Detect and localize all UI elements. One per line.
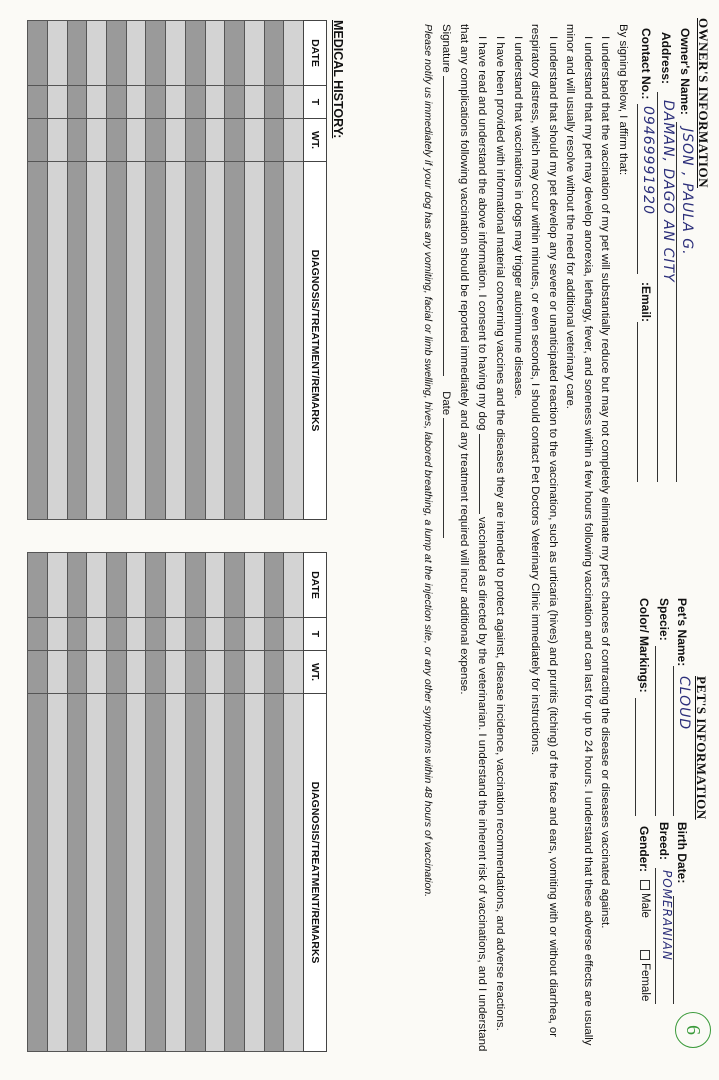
- table-row: [185, 21, 205, 520]
- diagnosis-cell[interactable]: [264, 162, 284, 520]
- diagnosis-cell[interactable]: [126, 694, 146, 1052]
- date-cell[interactable]: [284, 21, 304, 86]
- diagnosis-cell[interactable]: [166, 694, 186, 1052]
- diagnosis-cell[interactable]: [146, 162, 166, 520]
- male-checkbox[interactable]: [640, 880, 650, 890]
- temp-cell[interactable]: [225, 618, 245, 651]
- temp-cell[interactable]: [225, 86, 245, 119]
- temp-cell[interactable]: [48, 86, 68, 119]
- temp-cell[interactable]: [166, 618, 186, 651]
- birth-date-field[interactable]: [673, 896, 689, 1004]
- table-row: [126, 21, 146, 520]
- diagnosis-cell[interactable]: [225, 694, 245, 1052]
- table-row: [185, 553, 205, 1052]
- diagnosis-cell[interactable]: [87, 162, 107, 520]
- table-row: [284, 21, 304, 520]
- temp-cell[interactable]: [67, 86, 87, 119]
- temp-cell[interactable]: [87, 618, 107, 651]
- date-cell[interactable]: [28, 553, 48, 618]
- date-cell[interactable]: [67, 553, 87, 618]
- diagnosis-cell[interactable]: [87, 694, 107, 1052]
- diagnosis-cell[interactable]: [205, 162, 225, 520]
- temp-cell[interactable]: [126, 86, 146, 119]
- table-row: [166, 553, 186, 1052]
- col-weight: WT.: [304, 651, 327, 694]
- diagnosis-cell[interactable]: [48, 694, 68, 1052]
- date-cell[interactable]: [87, 553, 107, 618]
- birth-date-label: Birth Date:: [675, 822, 689, 884]
- temp-cell[interactable]: [166, 86, 186, 119]
- date-cell[interactable]: [146, 553, 166, 618]
- weight-cell[interactable]: [28, 651, 48, 694]
- weight-cell[interactable]: [146, 119, 166, 162]
- table-row: [28, 553, 48, 1052]
- weight-cell[interactable]: [284, 119, 304, 162]
- address-label: Address:: [659, 32, 673, 85]
- weight-cell[interactable]: [264, 651, 284, 694]
- weight-cell[interactable]: [225, 119, 245, 162]
- breed-label: Breed:: [657, 822, 671, 861]
- date-cell[interactable]: [264, 21, 284, 86]
- table-row: [225, 21, 245, 520]
- temp-cell[interactable]: [107, 618, 127, 651]
- medical-history-table-right: [27, 552, 327, 1052]
- weight-cell[interactable]: [67, 651, 87, 694]
- diagnosis-cell[interactable]: [28, 162, 48, 520]
- weight-cell[interactable]: [166, 119, 186, 162]
- weight-cell[interactable]: [126, 651, 146, 694]
- diagnosis-cell[interactable]: [225, 162, 245, 520]
- weight-cell[interactable]: [107, 651, 127, 694]
- date-cell[interactable]: [185, 553, 205, 618]
- table-row: [264, 553, 284, 1052]
- temp-cell[interactable]: [67, 618, 87, 651]
- date-label: Date: [440, 391, 452, 416]
- table-row: [244, 553, 264, 1052]
- date-cell[interactable]: [166, 21, 186, 86]
- col-temp: T: [304, 618, 327, 651]
- date-cell[interactable]: [87, 21, 107, 86]
- female-label: Female: [639, 963, 651, 1002]
- diagnosis-cell[interactable]: [185, 162, 205, 520]
- date-cell[interactable]: [205, 21, 225, 86]
- temp-cell[interactable]: [264, 618, 284, 651]
- diagnosis-cell[interactable]: [264, 694, 284, 1052]
- consent-text: [419, 24, 631, 1064]
- date-cell[interactable]: [146, 21, 166, 86]
- date-cell[interactable]: [107, 553, 127, 618]
- weight-cell[interactable]: [87, 119, 107, 162]
- date-cell[interactable]: [225, 21, 245, 86]
- date-cell[interactable]: [205, 553, 225, 618]
- diagnosis-cell[interactable]: [67, 162, 87, 520]
- date-cell[interactable]: [244, 553, 264, 618]
- col-weight: WT.: [304, 119, 327, 162]
- address-value: DAMAN, DAGO AN CITY: [660, 100, 676, 283]
- col-diagnosis: DIAGNOSIS/TREATMENT/REMARKS: [304, 162, 327, 520]
- weight-cell[interactable]: [28, 119, 48, 162]
- consent-paragraph-1: I understand that the vaccination of my pet will substantially reduce but may not completely eliminate my pet's chances of contracting the disease or diseases vaccinated against.: [599, 36, 612, 929]
- diagnosis-cell[interactable]: [205, 694, 225, 1052]
- weight-cell[interactable]: [205, 119, 225, 162]
- medical-history-table-left: [27, 20, 327, 520]
- diagnosis-cell[interactable]: [28, 694, 48, 1052]
- date-cell[interactable]: [107, 21, 127, 86]
- contact-label: Contact No.:: [639, 28, 653, 100]
- color-markings-field[interactable]: [635, 698, 651, 816]
- consent-intro: By signing below, I affirm that:: [617, 24, 629, 176]
- weight-cell[interactable]: [146, 651, 166, 694]
- table-row: [67, 553, 87, 1052]
- table-row: [87, 21, 107, 520]
- gender-male-option[interactable]: [639, 880, 651, 918]
- diagnosis-cell[interactable]: [126, 162, 146, 520]
- temp-cell[interactable]: [284, 618, 304, 651]
- temp-cell[interactable]: [185, 86, 205, 119]
- temp-cell[interactable]: [146, 618, 166, 651]
- temp-cell[interactable]: [244, 86, 264, 119]
- consent-paragraph-2: I understand that my pet may develop anorexia, lethargy, fever, and soreness within a few hours following vaccination and can last for up to 24 hours. I understand that these adverse effects are usually minor and will usually resolve without the need for additional veterinary care.: [564, 24, 594, 1046]
- diagnosis-cell[interactable]: [244, 162, 264, 520]
- contact-value: 09469991920: [640, 106, 656, 215]
- temp-cell[interactable]: [205, 86, 225, 119]
- temp-cell[interactable]: [244, 618, 264, 651]
- weight-cell[interactable]: [225, 651, 245, 694]
- green-circle-stamp: 6: [675, 1012, 711, 1048]
- date-cell[interactable]: [264, 553, 284, 618]
- weight-cell[interactable]: [244, 651, 264, 694]
- date-line[interactable]: [443, 418, 455, 538]
- weight-cell[interactable]: [284, 651, 304, 694]
- date-cell[interactable]: [185, 21, 205, 86]
- date-cell[interactable]: [166, 553, 186, 618]
- pet-info-heading: PET'S INFORMATION: [694, 676, 709, 820]
- temp-cell[interactable]: [126, 618, 146, 651]
- diagnosis-cell[interactable]: [185, 694, 205, 1052]
- email-field[interactable]: [637, 322, 653, 482]
- table-row: [146, 21, 166, 520]
- weight-cell[interactable]: [244, 119, 264, 162]
- weight-cell[interactable]: [205, 651, 225, 694]
- weight-cell[interactable]: [264, 119, 284, 162]
- diagnosis-cell[interactable]: [107, 162, 127, 520]
- diagnosis-cell[interactable]: [284, 694, 304, 1052]
- date-cell[interactable]: [67, 21, 87, 86]
- diagnosis-cell[interactable]: [244, 694, 264, 1052]
- diagnosis-cell[interactable]: [107, 694, 127, 1052]
- table-row: [67, 21, 87, 520]
- consent-paragraph-4: I understand that vaccinations in dogs may trigger autoimmune disease.: [512, 36, 524, 399]
- table-row: [225, 553, 245, 1052]
- table-row: [48, 553, 68, 1052]
- signature-label: Signature: [440, 24, 452, 73]
- temp-cell[interactable]: [107, 86, 127, 119]
- owner-info-heading: OWNER'S INFORMATION: [696, 18, 711, 188]
- date-cell[interactable]: [126, 553, 146, 618]
- weight-cell[interactable]: [166, 651, 186, 694]
- date-cell[interactable]: [284, 553, 304, 618]
- date-cell[interactable]: [48, 21, 68, 86]
- temp-cell[interactable]: [185, 618, 205, 651]
- signature-line[interactable]: [443, 76, 455, 376]
- species-field[interactable]: [655, 646, 671, 816]
- table-row: [284, 553, 304, 1052]
- consent-dog-text: I have read and understand the above information. I consent to having my dog: [476, 36, 488, 431]
- weight-cell[interactable]: [48, 119, 68, 162]
- temp-cell[interactable]: [146, 86, 166, 119]
- gender-label: Gender:: [637, 826, 651, 873]
- table-row: [166, 21, 186, 520]
- table-row: [264, 21, 284, 520]
- weight-cell[interactable]: [185, 651, 205, 694]
- col-date: DATE: [304, 553, 327, 618]
- weight-cell[interactable]: [67, 119, 87, 162]
- signature-row: [437, 24, 456, 1064]
- col-date: DATE: [304, 21, 327, 86]
- diagnosis-cell[interactable]: [284, 162, 304, 520]
- temp-cell[interactable]: [87, 86, 107, 119]
- temp-cell[interactable]: [28, 618, 48, 651]
- pet-name-value: CLOUD: [676, 676, 692, 731]
- male-label: Male: [639, 893, 651, 918]
- table-row: [126, 553, 146, 1052]
- col-temp: T: [304, 86, 327, 119]
- diagnosis-cell[interactable]: [48, 162, 68, 520]
- table-row: [146, 553, 166, 1052]
- weight-cell[interactable]: [185, 119, 205, 162]
- female-checkbox[interactable]: [640, 950, 650, 960]
- consent-paragraph-6: [455, 24, 491, 1064]
- consent-risk-text: vaccinated as directed by the veterinarian. I understand the inherent risk of vaccinations, and I understand that any complications following vaccination should be reported immediately and any treatment required will incur additional expense.: [458, 24, 488, 1052]
- table-row: [205, 21, 225, 520]
- table-row: [48, 21, 68, 520]
- consent-paragraph-5: I have been provided with informational material concerning vaccines and the diseases they are intended to protect against, disease incidence, vaccination recommendations, and adverse reactions.: [494, 36, 507, 1031]
- species-label: Specie:: [657, 598, 671, 641]
- col-diagnosis: DIAGNOSIS/TREATMENT/REMARKS: [304, 694, 327, 1052]
- weight-cell[interactable]: [126, 119, 146, 162]
- temp-cell[interactable]: [264, 86, 284, 119]
- diagnosis-cell[interactable]: [67, 694, 87, 1052]
- table-row: [87, 553, 107, 1052]
- owner-name-label: Owner's Name:: [678, 28, 692, 115]
- consent-paragraph-3: I understand that should my pet develop any severe or unanticipated reaction to the vaccination, such as urticaria (hives) and pruritis (itching) of the face and ears, vomiting with or without diarrhea, or respiratory distress, which may occur within minutes, or even seconds, I should contact Pet Doctors Veterinary Clinic immediately for instructions.: [529, 24, 559, 1038]
- table-row: [244, 21, 264, 520]
- gender-female-option[interactable]: [639, 950, 651, 1001]
- temp-cell[interactable]: [205, 618, 225, 651]
- temp-cell[interactable]: [48, 618, 68, 651]
- date-cell[interactable]: [244, 21, 264, 86]
- weight-cell[interactable]: [48, 651, 68, 694]
- table-row: [205, 553, 225, 1052]
- diagnosis-cell[interactable]: [166, 162, 186, 520]
- temp-cell[interactable]: [28, 86, 48, 119]
- weight-cell[interactable]: [87, 651, 107, 694]
- dog-name-blank[interactable]: [479, 434, 491, 514]
- date-cell[interactable]: [48, 553, 68, 618]
- date-cell[interactable]: [225, 553, 245, 618]
- diagnosis-cell[interactable]: [146, 694, 166, 1052]
- notice-text: Please notify us immediately if your dog has any vomiting, facial or limb swelling, hives, labored breathing, a lump at the injection site, or any other symptoms within 48 hours of vaccination.: [422, 24, 435, 898]
- table-row: [28, 21, 48, 520]
- medical-history-heading: MEDICAL HISTORY:: [331, 20, 345, 139]
- table-row: [107, 21, 127, 520]
- color-markings-label: Color/ Markings:: [637, 598, 651, 693]
- weight-cell[interactable]: [107, 119, 127, 162]
- temp-cell[interactable]: [284, 86, 304, 119]
- date-cell[interactable]: [28, 21, 48, 86]
- email-label: :Email:: [639, 282, 653, 323]
- date-cell[interactable]: [126, 21, 146, 86]
- table-row: [107, 553, 127, 1052]
- breed-value: POMERANIAN: [660, 870, 674, 961]
- owner-name-value: JSON , PAULA G.: [679, 128, 695, 256]
- pet-name-label: Pet's Name:: [675, 598, 689, 667]
